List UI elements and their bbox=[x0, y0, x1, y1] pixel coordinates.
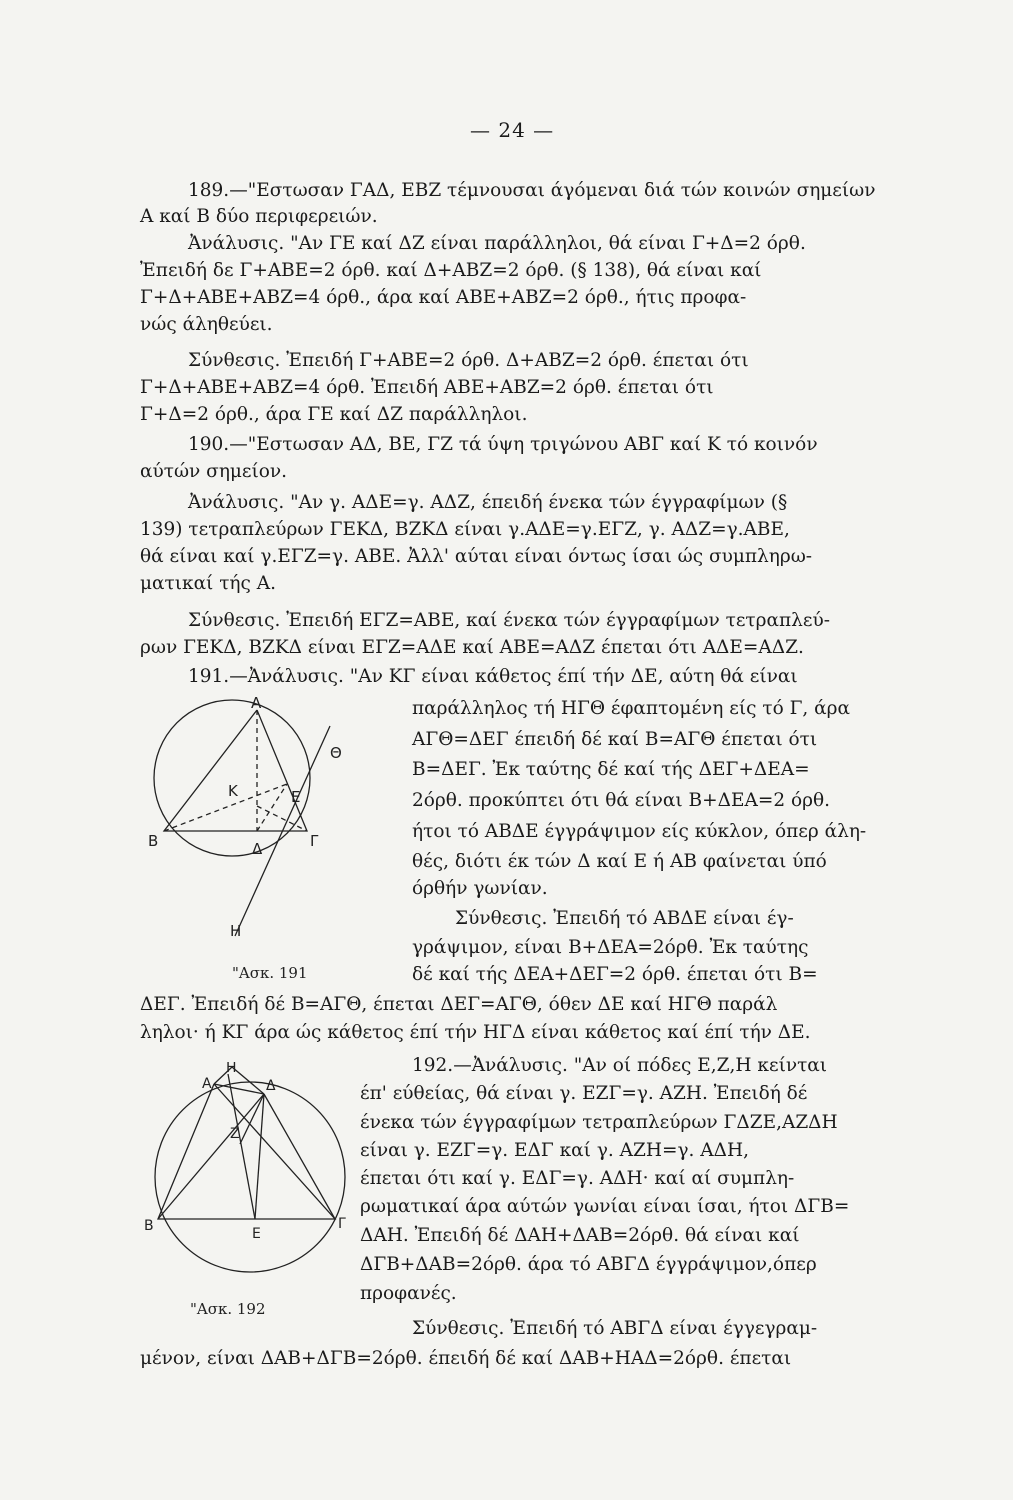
text-line: έπ' εύθείας, θά είναι γ. ΕΖΓ=γ. ΑΖΗ. Ἐπειδή δέ bbox=[360, 1083, 808, 1104]
page-number: — 24 — bbox=[470, 118, 555, 142]
text-line: θά είναι καί γ.ΕΓΖ=γ. ΑΒΕ. Ἀλλ' αύται είναι όντως ίσαι ώς συμπληρω- bbox=[140, 546, 813, 567]
text-line: Σύνθεσις. Ἐπειδή ΕΓΖ=ΑΒΕ, καί ένεκα τών έγγραφίμων τετραπλεύ- bbox=[188, 610, 830, 631]
text-line: Ἐπειδή δε Γ+ΑΒΕ=2 όρθ. καί Δ+ΑΒΖ=2 όρθ. (§ 138), θά είναι καί bbox=[140, 260, 762, 281]
text-line: ρων ΓΕΚΔ, ΒΖΚΔ είναι ΕΓΖ=ΑΔΕ καί ΑΒΕ=ΑΔΖ έπεται ότι ΑΔΕ=ΑΔΖ. bbox=[140, 637, 804, 658]
text-line: προφανές. bbox=[360, 1283, 457, 1304]
text-line: νώς άληθεύει. bbox=[140, 314, 273, 335]
text-line: Σύνθεσις. Ἐπειδή Γ+ΑΒΕ=2 όρθ. Δ+ΑΒΖ=2 όρθ. έπεται ότι bbox=[188, 350, 749, 371]
text-line: ένεκα τών έγγραφίμων τετραπλεύρων ΓΔΖΕ,ΑΖΔΗ bbox=[360, 1112, 838, 1133]
text-line: μένον, είναι ΔΑΒ+ΔΓΒ=2όρθ. έπειδή δέ καί ΔΑΒ+ΗΑΔ=2όρθ. έπεται bbox=[140, 1348, 792, 1369]
text-line: γράψιμον, είναι Β+ΔΕΑ=2όρθ. Ἐκ ταύτης bbox=[412, 937, 809, 958]
text-line: 191.—Ἀνάλυσις. "Αν ΚΓ είναι κάθετος έπί τήν ΔΕ, αύτη θά είναι bbox=[188, 666, 798, 687]
label-A: Α bbox=[202, 1076, 212, 1092]
label-B: Β bbox=[148, 832, 159, 850]
segment-DB bbox=[158, 1094, 264, 1219]
text-line: Σύνθεσις. Ἐπειδή τό ΑΒΓΔ είναι έγγεγραμ- bbox=[412, 1318, 818, 1339]
segment-DE bbox=[255, 1094, 264, 1219]
text-line: ληλοι· ή ΚΓ άρα ώς κάθετος έπί τήν ΗΓΔ είναι κάθετος καί έπί τήν ΔΕ. bbox=[140, 1022, 811, 1043]
label-K: Κ bbox=[228, 782, 238, 800]
label-A: Α bbox=[251, 696, 262, 712]
text-line: είναι γ. ΕΖΓ=γ. ΕΔΓ καί γ. ΑΖΗ=γ. ΑΔΗ, bbox=[360, 1140, 750, 1161]
segment-HD bbox=[232, 1067, 264, 1094]
text-line: ματικαί τής Α. bbox=[140, 573, 276, 594]
label-H: Η bbox=[230, 922, 242, 940]
text-line: παράλληλος τή ΗΓΘ έφαπτομένη είς τό Γ, άρα bbox=[412, 698, 851, 719]
segment-DE bbox=[257, 784, 287, 831]
text-line: 192.—Ἀνάλυσις. "Αν οί πόδες Ε,Ζ,Η κείνται bbox=[412, 1055, 828, 1076]
text-line: θές, διότι έκ τών Δ καί Ε ή ΑΒ φαίνεται ύπό bbox=[412, 851, 827, 872]
text-line: ρωματικαί άρα αύτών γωνίαι είναι ίσαι, ήτοι ΔΓΒ= bbox=[360, 1196, 850, 1217]
text-line: δέ καί τής ΔΕΑ+ΔΕΓ=2 όρθ. έπεται ότι Β= bbox=[412, 964, 818, 985]
text-line: 2όρθ. προκύπτει ότι θά είναι Β+ΔΕΑ=2 όρθ. bbox=[412, 790, 831, 811]
label-H: Η bbox=[226, 1062, 237, 1076]
segment-DG bbox=[264, 1094, 335, 1219]
text-line: αύτών σημείον. bbox=[140, 461, 288, 482]
text-line: Β=ΔΕΓ. Ἐκ ταύτης δέ καί τής ΔΕΓ+ΔΕΑ= bbox=[412, 759, 810, 780]
text-line: Ἀνάλυσις. "Αν ΓΕ καί ΔΖ είναι παράλληλοι, θά είναι Γ+Δ=2 όρθ. bbox=[188, 233, 806, 254]
text-line: Σύνθεσις. Ἐπειδή τό ΑΒΔΕ είναι έγ- bbox=[455, 908, 794, 929]
text-line: ΔΕΓ. Ἐπειδή δέ Β=ΑΓΘ, έπεται ΔΕΓ=ΑΓΘ, όθεν ΔΕ καί ΗΓΘ παράλ bbox=[140, 994, 778, 1015]
text-line: 189.—"Εστωσαν ΓΑΔ, ΕΒΖ τέμνουσαι άγόμεναι διά τών κοινών σημείων bbox=[188, 180, 876, 201]
text-line: όρθήν γωνίαν. bbox=[412, 878, 548, 899]
label-B: Β bbox=[144, 1218, 154, 1234]
text-line: Γ+Δ+ΑΒΕ+ΑΒΖ=4 όρθ. Ἐπειδή ΑΒΕ+ΑΒΖ=2 όρθ. έπεται ότι bbox=[140, 377, 714, 398]
segment-KG bbox=[257, 806, 307, 831]
text-line: ΔΑΗ. Ἐπειδή δέ ΔΑΗ+ΔΑΒ=2όρθ. θά είναι καί bbox=[360, 1225, 800, 1246]
text-line: ήτοι τό ΑΒΔΕ έγγράψιμον είς κύκλον, όπερ άλη- bbox=[412, 821, 867, 842]
label-D: Δ bbox=[252, 840, 263, 858]
label-E: Ε bbox=[252, 1226, 261, 1242]
text-line: ΑΓΘ=ΔΕΓ έπειδή δέ καί Β=ΑΓΘ έπεται ότι bbox=[412, 729, 818, 750]
figure-191-caption: "Ασκ. 191 bbox=[232, 964, 308, 982]
text-line: Α καί Β δύο περιφερειών. bbox=[140, 206, 378, 227]
triangle-ABG bbox=[158, 1084, 335, 1219]
label-G: Γ bbox=[310, 832, 319, 850]
simson-line bbox=[228, 1074, 255, 1219]
circumcircle bbox=[154, 700, 310, 856]
triangle-ABG bbox=[164, 710, 307, 831]
label-Th: Θ bbox=[330, 744, 342, 762]
text-line: ΔΓΒ+ΔΑΒ=2όρθ. άρα τό ΑΒΓΔ έγγράψιμον,όπερ bbox=[360, 1254, 817, 1275]
text-line: 190.—"Εστωσαν ΑΔ, ΒΕ, ΓΖ τά ύψη τριγώνου ΑΒΓ καί Κ τό κοινόν bbox=[188, 434, 818, 455]
figure-191 bbox=[140, 696, 360, 986]
text-line: Γ+Δ=2 όρθ., άρα ΓΕ καί ΔΖ παράλληλοι. bbox=[140, 404, 528, 425]
figure-192-caption: "Ασκ. 192 bbox=[190, 1300, 266, 1318]
text-line: 139) τετραπλεύρων ΓΕΚΔ, ΒΖΚΔ είναι γ.ΑΔΕ=γ.ΕΓΖ, γ. ΑΔΖ=γ.ΑΒΕ, bbox=[140, 519, 790, 540]
text-line: Γ+Δ+ΑΒΕ+ΑΒΖ=4 όρθ., άρα καί ΑΒΕ+ΑΒΖ=2 όρθ., ήτις προφα- bbox=[140, 287, 747, 308]
text-line: έπεται ότι καί γ. ΕΔΓ=γ. ΑΔΗ· καί αί συμπλη- bbox=[360, 1168, 795, 1189]
label-E: Ε bbox=[291, 788, 301, 806]
label-G: Γ bbox=[338, 1216, 346, 1232]
figure-192 bbox=[140, 1062, 360, 1322]
label-D: Δ bbox=[266, 1078, 276, 1094]
text-line: Ἀνάλυσις. "Αν γ. ΑΔΕ=γ. ΑΔΖ, έπειδή ένεκα τών έγγραφίμων (§ bbox=[188, 492, 788, 513]
label-Z: Ζ bbox=[230, 1126, 240, 1142]
